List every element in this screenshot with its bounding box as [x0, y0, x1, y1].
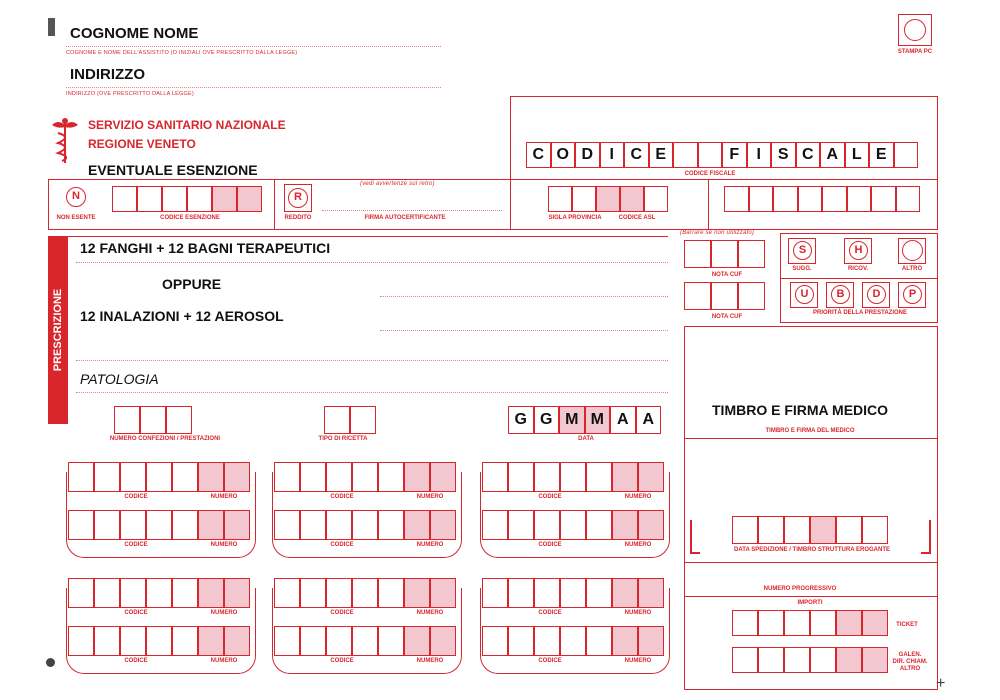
- firma-autocertificante-line[interactable]: [322, 210, 502, 211]
- code-group-codice-box-2[interactable]: [300, 462, 326, 492]
- code-group-codice-box-5[interactable]: [172, 462, 198, 492]
- esenzione-divider-1: [274, 179, 275, 230]
- code-group-numero-box-2[interactable]: [638, 462, 664, 492]
- timbro-medico-sublabel: TIMBRO E FIRMA DEL MEDICO: [765, 428, 855, 434]
- esenzione-row-left: [48, 179, 49, 230]
- code-group-numero-box-1[interactable]: [198, 462, 224, 492]
- code-group-codice-box-1[interactable]: [482, 462, 508, 492]
- code-group-codice-box-1[interactable]: [68, 462, 94, 492]
- nota-cuf-2-box-1[interactable]: [684, 282, 711, 310]
- code-group-codice-box-2[interactable]: [94, 510, 120, 540]
- code-group-codice-box-2[interactable]: [508, 510, 534, 540]
- spedizione-bracket-left: [690, 520, 692, 554]
- numero-confezioni-box-3[interactable]: [166, 406, 192, 434]
- codice-fiscale-char-2[interactable]: O: [551, 142, 576, 168]
- ticket-label: TICKET: [896, 622, 918, 628]
- sigla-provincia-label: SIGLA PROVINCIA: [548, 215, 602, 221]
- code-group-numero-box-2[interactable]: [224, 578, 250, 608]
- nota-cuf-1-box-1[interactable]: [684, 240, 711, 268]
- avvertenze-note: (vedi avvertenze sul retro): [360, 181, 435, 187]
- barrare-note: (Barrare se non utilizzato): [680, 230, 755, 236]
- stampa-pc-circle: [904, 19, 926, 41]
- numero-confezioni-box-2[interactable]: [140, 406, 166, 434]
- code-group-codice-box-4[interactable]: [560, 510, 586, 540]
- code-group-codice-box-2[interactable]: [300, 578, 326, 608]
- nota-cuf-2-box-2[interactable]: [711, 282, 738, 310]
- codice-label: CODICE: [538, 658, 562, 664]
- galen-box-3[interactable]: [784, 647, 810, 673]
- code-group-codice-box-1[interactable]: [274, 510, 300, 540]
- codice-esenzione-box-5[interactable]: [212, 186, 237, 212]
- extra-code-box-6[interactable]: [847, 186, 872, 212]
- data-spedizione-box-5[interactable]: [836, 516, 862, 544]
- prescription-dotline-4[interactable]: [76, 360, 668, 361]
- ticket-box-5[interactable]: [836, 610, 862, 636]
- code-group-codice-box-5[interactable]: [586, 510, 612, 540]
- numero-confezioni-label: NUMERO CONFEZIONI / PRESTAZIONI: [109, 436, 221, 442]
- esenzione-divider-2: [510, 179, 511, 230]
- codice-label: CODICE: [330, 658, 354, 664]
- code-group-codice-box-2[interactable]: [300, 510, 326, 540]
- numero-confezioni-box-1[interactable]: [114, 406, 140, 434]
- code-group-codice-box-1[interactable]: [274, 626, 300, 656]
- codice-fiscale-char-15[interactable]: E: [869, 142, 894, 168]
- codice-fiscale-label: CODICE FISCALE: [684, 171, 736, 177]
- prescription-line-3: 12 INALAZIONI + 12 AEROSOL: [80, 308, 284, 324]
- code-group-codice-box-3[interactable]: [120, 510, 146, 540]
- spedizione-bracket-right-foot: [921, 552, 931, 554]
- code-group-codice-box-5[interactable]: [378, 578, 404, 608]
- esenzione-row-bottom: [48, 229, 938, 230]
- priority-p-circle: P: [903, 285, 922, 304]
- code-group-codice-box-1[interactable]: [68, 578, 94, 608]
- spedizione-divider: [684, 562, 938, 563]
- esenzione-row-top: [48, 179, 938, 180]
- timbro-divider: [684, 438, 938, 439]
- code-group-numero-box-2[interactable]: [430, 462, 456, 492]
- data-char-6[interactable]: A: [636, 406, 662, 434]
- codice-fiscale-char-11[interactable]: S: [771, 142, 796, 168]
- codice-fiscale-char-16[interactable]: [894, 142, 919, 168]
- patologia-line[interactable]: [76, 392, 668, 393]
- non-esente-label: NON ESENTE: [56, 215, 96, 221]
- indirizzo-label: INDIRIZZO: [70, 66, 145, 83]
- code-group-codice-box-4[interactable]: [146, 626, 172, 656]
- numero-label: NUMERO: [416, 610, 444, 616]
- extra-code-box-8[interactable]: [896, 186, 921, 212]
- codice-esenzione-box-6[interactable]: [237, 186, 262, 212]
- code-group-codice-box-3[interactable]: [534, 578, 560, 608]
- prescription-dotline-2[interactable]: [380, 296, 668, 297]
- code-group-codice-box-5[interactable]: [586, 462, 612, 492]
- code-group-numero-box-1[interactable]: [404, 626, 430, 656]
- codice-esenzione-box-2[interactable]: [137, 186, 162, 212]
- cognome-nome-line[interactable]: [66, 46, 441, 47]
- code-group-codice-box-5[interactable]: [172, 578, 198, 608]
- code-group-numero-box-2[interactable]: [224, 626, 250, 656]
- galen-label: GALEN. DIR. CHIAM. ALTRO: [892, 652, 928, 672]
- nota-cuf-1-box-3[interactable]: [738, 240, 765, 268]
- numero-progressivo-label: NUMERO PROGRESSIVO: [763, 586, 837, 592]
- reddito-circle: R: [288, 188, 308, 208]
- prescrizione-sidebar-label: PRESCRIZIONE: [52, 288, 64, 372]
- code-group-numero-box-1[interactable]: [612, 578, 638, 608]
- nota-cuf-1-box-2[interactable]: [711, 240, 738, 268]
- esenzione-divider-3: [708, 179, 709, 230]
- code-group-codice-box-1[interactable]: [482, 626, 508, 656]
- codice-label: CODICE: [124, 610, 148, 616]
- galen-box-5[interactable]: [836, 647, 862, 673]
- data-spedizione-box-3[interactable]: [784, 516, 810, 544]
- data-spedizione-box-6[interactable]: [862, 516, 888, 544]
- code-group-codice-box-4[interactable]: [560, 462, 586, 492]
- codice-esenzione-box-1[interactable]: [112, 186, 137, 212]
- data-spedizione-box-2[interactable]: [758, 516, 784, 544]
- asl-box-5[interactable]: [644, 186, 668, 212]
- code-group-codice-box-2[interactable]: [508, 578, 534, 608]
- spedizione-bracket-right: [929, 520, 931, 554]
- ticket-box-3[interactable]: [784, 610, 810, 636]
- code-group-codice-box-3[interactable]: [326, 578, 352, 608]
- corner-marker: [48, 18, 55, 36]
- stampa-pc-label: STAMPA PC: [897, 49, 933, 55]
- codice-fiscale-char-8[interactable]: [698, 142, 723, 168]
- galen-box-1[interactable]: [732, 647, 758, 673]
- flags-panel-divider: [780, 278, 938, 279]
- codice-esenzione-box-4[interactable]: [187, 186, 212, 212]
- codice-label: CODICE: [330, 542, 354, 548]
- codice-label: CODICE: [538, 494, 562, 500]
- code-group-numero-box-2[interactable]: [224, 462, 250, 492]
- priority-b-circle: B: [831, 285, 850, 304]
- data-char-2[interactable]: G: [534, 406, 560, 434]
- altro-label: ALTRO: [901, 266, 923, 272]
- codice-label: CODICE: [124, 658, 148, 664]
- extra-code-box-5[interactable]: [822, 186, 847, 212]
- numero-label: NUMERO: [210, 542, 238, 548]
- code-group-codice-box-1[interactable]: [482, 578, 508, 608]
- numero-label: NUMERO: [624, 610, 652, 616]
- code-group-codice-box-4[interactable]: [352, 510, 378, 540]
- numero-label: NUMERO: [210, 658, 238, 664]
- numero-label: NUMERO: [210, 494, 238, 500]
- prescription-line-1: 12 FANGHI + 12 BAGNI TERAPEUTICI: [80, 240, 331, 256]
- codice-label: CODICE: [124, 494, 148, 500]
- extra-code-box-2[interactable]: [749, 186, 774, 212]
- numero-label: NUMERO: [210, 610, 238, 616]
- codice-fiscale-char-3[interactable]: D: [575, 142, 600, 168]
- code-group-codice-box-4[interactable]: [352, 578, 378, 608]
- prescrizione-top-line: [48, 236, 668, 237]
- code-group-codice-box-3[interactable]: [534, 510, 560, 540]
- code-group-codice-box-2[interactable]: [508, 626, 534, 656]
- numero-label: NUMERO: [624, 658, 652, 664]
- numero-label: NUMERO: [416, 494, 444, 500]
- prescrizione-sidebar: [48, 236, 68, 424]
- code-group-numero-box-1[interactable]: [198, 510, 224, 540]
- numero-label: NUMERO: [416, 658, 444, 664]
- cognome-nome-sublabel: COGNOME E NOME DELL'ASSISTITO (O INIZIALI OVE PRESCRITTO DALLA LEGGE): [66, 50, 298, 56]
- code-group-codice-box-4[interactable]: [146, 462, 172, 492]
- tipo-ricetta-box-1[interactable]: [324, 406, 350, 434]
- codice-fiscale-char-1[interactable]: C: [526, 142, 551, 168]
- nota-cuf-label-1: NOTA CUF: [711, 272, 743, 278]
- code-group-codice-box-5[interactable]: [586, 578, 612, 608]
- sugg-circle: S: [793, 241, 812, 260]
- data-char-3[interactable]: M: [559, 406, 585, 434]
- ticket-box-6[interactable]: [862, 610, 888, 636]
- codice-label: CODICE: [330, 494, 354, 500]
- prescription-dotline-1[interactable]: [76, 262, 668, 263]
- asl-box-2[interactable]: [572, 186, 596, 212]
- code-group-codice-box-5[interactable]: [378, 462, 404, 492]
- codice-asl-label: CODICE ASL: [618, 215, 656, 221]
- code-group-codice-box-5[interactable]: [378, 510, 404, 540]
- priority-u-circle: U: [795, 285, 814, 304]
- code-group-codice-box-4[interactable]: [352, 626, 378, 656]
- cognome-nome-label: COGNOME NOME: [70, 25, 199, 42]
- code-group-codice-box-1[interactable]: [68, 626, 94, 656]
- code-group-codice-box-4[interactable]: [560, 578, 586, 608]
- prescription-line-2: OPPURE: [162, 276, 222, 292]
- data-label: DATA: [578, 436, 594, 442]
- ticket-box-4[interactable]: [810, 610, 836, 636]
- code-group-codice-box-2[interactable]: [94, 578, 120, 608]
- code-group-numero-box-1[interactable]: [612, 510, 638, 540]
- altro-circle: [902, 240, 923, 261]
- reddito-label: REDDITO: [284, 215, 312, 221]
- patologia-label: PATOLOGIA: [80, 371, 159, 387]
- timbro-medico-title: TIMBRO E FIRMA MEDICO: [712, 402, 889, 418]
- code-group-numero-box-2[interactable]: [430, 510, 456, 540]
- asl-box-3[interactable]: [596, 186, 620, 212]
- codice-fiscale-char-4[interactable]: I: [600, 142, 625, 168]
- numero-label: NUMERO: [416, 542, 444, 548]
- esenzione-label: EVENTUALE ESENZIONE: [88, 162, 258, 178]
- codice-fiscale-char-14[interactable]: L: [845, 142, 870, 168]
- code-group-numero-box-1[interactable]: [404, 462, 430, 492]
- data-char-4[interactable]: M: [585, 406, 611, 434]
- galen-box-4[interactable]: [810, 647, 836, 673]
- codice-fiscale-char-5[interactable]: C: [624, 142, 649, 168]
- tipo-ricetta-box-2[interactable]: [350, 406, 376, 434]
- code-group-codice-box-3[interactable]: [534, 626, 560, 656]
- ticket-box-2[interactable]: [758, 610, 784, 636]
- code-group-numero-box-1[interactable]: [198, 626, 224, 656]
- code-group-codice-box-3[interactable]: [120, 626, 146, 656]
- codice-fiscale-char-6[interactable]: E: [649, 142, 674, 168]
- progressivo-divider: [684, 596, 938, 597]
- asl-box-4[interactable]: [620, 186, 644, 212]
- code-group-codice-box-3[interactable]: [326, 626, 352, 656]
- ticket-box-1[interactable]: [732, 610, 758, 636]
- numero-label: NUMERO: [624, 494, 652, 500]
- code-group-codice-box-4[interactable]: [352, 462, 378, 492]
- code-group-codice-box-4[interactable]: [560, 626, 586, 656]
- spedizione-bracket-left-foot: [690, 552, 700, 554]
- codice-label: CODICE: [124, 542, 148, 548]
- galen-box-2[interactable]: [758, 647, 784, 673]
- asl-box-1[interactable]: [548, 186, 572, 212]
- codice-label: CODICE: [330, 610, 354, 616]
- code-group-codice-box-2[interactable]: [300, 626, 326, 656]
- code-group-numero-box-1[interactable]: [404, 578, 430, 608]
- code-group-numero-box-2[interactable]: [638, 626, 664, 656]
- ssn-title: SERVIZIO SANITARIO NAZIONALE: [88, 118, 286, 132]
- code-group-numero-box-1[interactable]: [198, 578, 224, 608]
- extra-code-box-1[interactable]: [724, 186, 749, 212]
- code-group-codice-box-2[interactable]: [94, 626, 120, 656]
- numero-label: NUMERO: [624, 542, 652, 548]
- codice-fiscale-char-10[interactable]: I: [747, 142, 772, 168]
- code-group-numero-box-2[interactable]: [430, 578, 456, 608]
- ricov-label: RICOV.: [847, 266, 869, 272]
- code-group-codice-box-1[interactable]: [68, 510, 94, 540]
- indirizzo-sublabel: INDIRIZZO (OVE PRESCRITTO DALLA LEGGE): [66, 91, 194, 97]
- code-group-numero-box-1[interactable]: [404, 510, 430, 540]
- code-group-codice-box-1[interactable]: [274, 462, 300, 492]
- code-group-codice-box-5[interactable]: [172, 626, 198, 656]
- extra-code-box-4[interactable]: [798, 186, 823, 212]
- firma-autocertificante-label: FIRMA AUTOCERTIFICANTE: [364, 215, 446, 221]
- data-char-1[interactable]: G: [508, 406, 534, 434]
- code-group-codice-box-3[interactable]: [120, 462, 146, 492]
- codice-esenzione-box-3[interactable]: [162, 186, 187, 212]
- codice-label: CODICE: [538, 610, 562, 616]
- code-group-codice-box-4[interactable]: [146, 510, 172, 540]
- data-spedizione-label: DATA SPEDIZIONE / TIMBRO STRUTTURA EROGANTE: [734, 547, 890, 553]
- code-group-codice-box-5[interactable]: [586, 626, 612, 656]
- codice-fiscale-char-13[interactable]: A: [820, 142, 845, 168]
- code-group-codice-box-5[interactable]: [172, 510, 198, 540]
- code-group-codice-box-1[interactable]: [274, 578, 300, 608]
- ricov-circle: H: [849, 241, 868, 260]
- code-group-numero-box-1[interactable]: [612, 626, 638, 656]
- code-group-codice-box-4[interactable]: [146, 578, 172, 608]
- code-group-numero-box-2[interactable]: [430, 626, 456, 656]
- caduceus-icon: [48, 115, 82, 165]
- code-group-codice-box-3[interactable]: [534, 462, 560, 492]
- codice-fiscale-char-12[interactable]: C: [796, 142, 821, 168]
- code-group-codice-box-3[interactable]: [120, 578, 146, 608]
- code-group-codice-box-1[interactable]: [482, 510, 508, 540]
- code-group-codice-box-2[interactable]: [508, 462, 534, 492]
- prescription-dotline-3[interactable]: [380, 330, 668, 331]
- code-group-numero-box-2[interactable]: [638, 510, 664, 540]
- tipo-ricetta-label: TIPO DI RICETTA: [318, 436, 368, 442]
- importi-label: IMPORTI: [797, 600, 823, 606]
- codice-label: CODICE: [538, 542, 562, 548]
- code-group-codice-box-2[interactable]: [94, 462, 120, 492]
- sugg-label: SUGG.: [792, 266, 812, 272]
- code-group-numero-box-2[interactable]: [638, 578, 664, 608]
- data-spedizione-box-4[interactable]: [810, 516, 836, 544]
- code-group-codice-box-5[interactable]: [378, 626, 404, 656]
- non-esente-circle[interactable]: N: [66, 187, 86, 207]
- crosshair-icon: +: [936, 675, 946, 692]
- priorita-label: PRIORITÀ DELLA PRESTAZIONE: [812, 310, 907, 316]
- galen-box-6[interactable]: [862, 647, 888, 673]
- indirizzo-line[interactable]: [66, 87, 441, 88]
- nota-cuf-2-box-3[interactable]: [738, 282, 765, 310]
- codice-esenzione-label: CODICE ESENZIONE: [160, 215, 220, 221]
- nota-cuf-label-2: NOTA CUF: [711, 314, 743, 320]
- codice-fiscale-char-7[interactable]: [673, 142, 698, 168]
- code-group-numero-box-2[interactable]: [224, 510, 250, 540]
- code-group-codice-box-3[interactable]: [326, 462, 352, 492]
- extra-code-box-3[interactable]: [773, 186, 798, 212]
- priority-d-circle: D: [867, 285, 886, 304]
- code-group-numero-box-1[interactable]: [612, 462, 638, 492]
- data-spedizione-box-1[interactable]: [732, 516, 758, 544]
- regione-title: REGIONE VENETO: [88, 137, 196, 151]
- hole-dot: [46, 658, 55, 667]
- codice-fiscale-char-9[interactable]: F: [722, 142, 747, 168]
- data-char-5[interactable]: A: [610, 406, 636, 434]
- extra-code-box-7[interactable]: [871, 186, 896, 212]
- code-group-codice-box-3[interactable]: [326, 510, 352, 540]
